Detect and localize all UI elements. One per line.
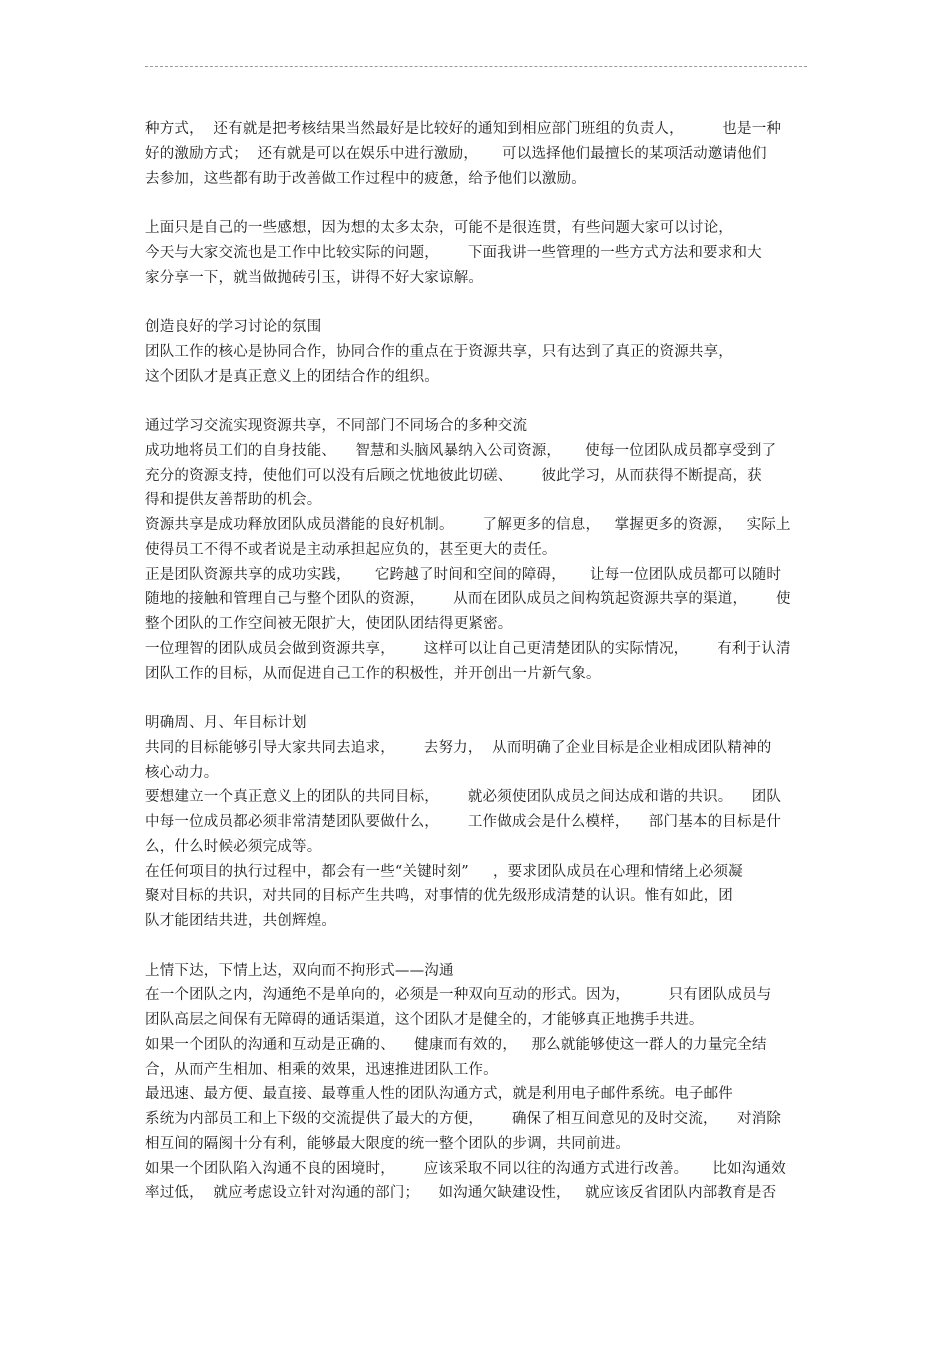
text-line: 今天与大家交流也是工作中比较实际的问题， 下面我讲一些管理的一些方式方法和要求和大 — [145, 244, 762, 261]
text-line: 在一个团队之内，沟通绝不是单向的，必须是一种双向互动的形式。因为， 只有团队成员与 — [145, 987, 772, 1004]
text-line: 这个团队才是真正意义上的团结合作的组织。 — [145, 368, 439, 385]
text-line: 核心动力。 — [145, 764, 219, 781]
text-line: 得和提供友善帮助的机会。 — [145, 492, 322, 509]
text-line: 明确周、月、年目标计划 — [145, 715, 307, 731]
text-line: 家分享一下，就当做抛砖引玉，讲得不好大家谅解。 — [145, 269, 484, 286]
text-line: 整个团队的工作空间被无限扩大，使团队团结得更紧密。 — [145, 616, 513, 632]
text-line: 共同的目标能够引导大家共同去追求， 去努力， 从而明确了企业目标是企业相成团队精神的 — [145, 739, 772, 756]
text-line: 率过低， 就应考虑设立针对沟通的部门； 如沟通欠缺建设性， 就应该反省团队内部教育是否 — [145, 1185, 777, 1202]
text-line: 一位理智的团队成员会做到资源共享， 这样可以让自己更清楚团队的实际情况， 有利于认清 — [145, 640, 791, 657]
text-line: 中每一位成员都必须非常清楚团队要做什么， 工作做成会是什么模样， 部门基本的目标是什 — [145, 814, 782, 830]
text-line: 团队工作的核心是协同合作，协同合作的重点在于资源共享，只有达到了真正的资源共享， — [145, 343, 733, 360]
text-line: 团队高层之间保有无障碍的通话渠道，这个团队才是健全的，才能够真正地携手共进。 — [145, 1012, 704, 1028]
text-line: 合，从而产生相加、相乘的效果，迅速推进团队工作。 — [145, 1061, 498, 1078]
text-line: 资源共享是成功释放团队成员潜能的良好机制。 了解更多的信息， 掌握更多的资源， 实际上 — [145, 517, 791, 533]
text-line: 正是团队资源共享的成功实践， 它跨越了时间和空间的障碍， 让每一位团队成员都可以随时 — [145, 566, 782, 583]
header-divider — [145, 66, 807, 67]
text-line: 成功地将员工们的自身技能、 智慧和头脑风暴纳入公司资源， 使每一位团队成员都享受到了 — [145, 442, 777, 459]
text-line: 好的激励方式； 还有就是可以在娱乐中进行激励， 可以选择他们最擅长的某项活动邀请他们 — [145, 145, 767, 162]
text-line: 队才能团结共进，共创辉煌。 — [145, 913, 337, 929]
text-line: 种方式， 还有就是把考核结果当然最好是比较好的通知到相应部门班组的负责人， 也是一种 — [145, 121, 782, 137]
text-line: 去参加，这些都有助于改善做工作过程中的疲惫，给予他们以激励。 — [145, 170, 586, 187]
text-line: 上情下达，下情上达，双向而不拘形式——沟通 — [145, 962, 454, 979]
text-line: 通过学习交流实现资源共享，不同部门不同场合的多种交流 — [145, 418, 528, 434]
text-line: 系统为内部员工和上下级的交流提供了最大的方便， 确保了相互间意见的及时交流， 对消除 — [145, 1111, 782, 1127]
text-line: 如果一个团队的沟通和互动是正确的、 健康而有效的， 那么就能够使这一群人的力量完全结 — [145, 1036, 767, 1053]
text-line: 要想建立一个真正意义上的团队的共同目标， 就必须使团队成员之间达成和谐的共识。 团队 — [145, 789, 782, 806]
text-line: 么，什么时候必须完成等。 — [145, 838, 322, 855]
text-line: 创造良好的学习讨论的氛围 — [145, 319, 322, 335]
text-line: 如果一个团队陷入沟通不良的困境时， 应该采取不同以往的沟通方式进行改善。 比如沟通效 — [145, 1160, 786, 1177]
text-line: 上面只是自己的一些感想，因为想的太多太杂，可能不是很连贯，有些问题大家可以讨论， — [145, 220, 733, 236]
text-line: 在任何项目的执行过程中，都会有一些“关键时刻” ，要求团队成员在心理和情绪上必须凝 — [145, 863, 743, 880]
text-line: 相互间的隔阂十分有利，能够最大限度的统一整个团队的步调，共同前进。 — [145, 1135, 631, 1152]
text-line: 团队工作的目标，从而促进自己工作的积极性，并开创出一片新气象。 — [145, 665, 601, 682]
text-line: 随地的接触和管理自己与整个团队的资源， 从而在团队成员之间构筑起资源共享的渠道， 使 — [145, 591, 791, 608]
text-line: 最迅速、最方便、最直接、最尊重人性的团队沟通方式，就是利用电子邮件系统。电子邮件 — [145, 1086, 733, 1103]
text-line: 使得员工不得不或者说是主动承担起应负的，甚至更大的责任。 — [145, 541, 557, 558]
text-line: 聚对目标的共识，对共同的目标产生共鸣，对事情的优先级形成清楚的认识。惟有如此，团 — [145, 888, 733, 905]
text-line: 充分的资源支持，使他们可以没有后顾之忧地彼此切磋、 彼此学习，从而获得不断提高，获 — [145, 467, 762, 484]
